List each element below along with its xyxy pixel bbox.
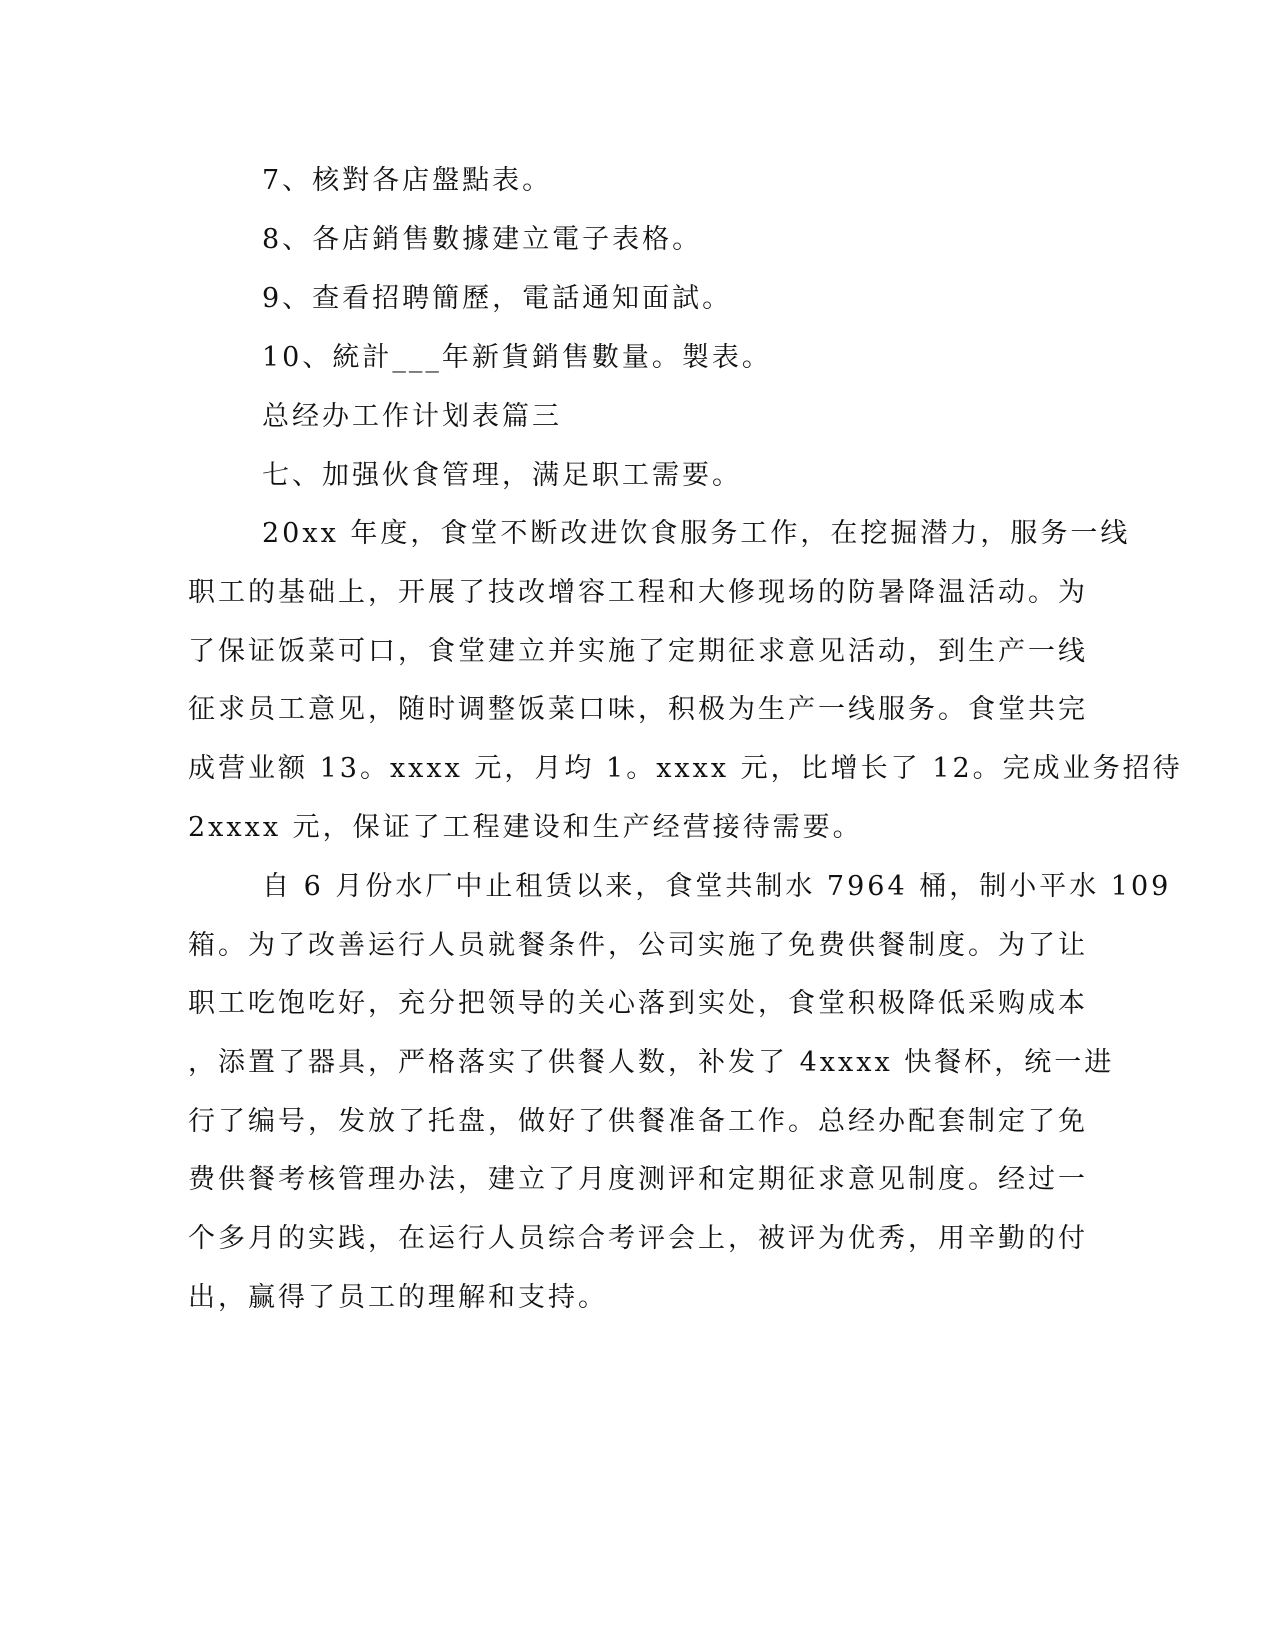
paragraph-line: 职工的基础上，开展了技改增容工程和大修现场的防暑降温活动。为 <box>188 577 1088 608</box>
paragraph-line: 成营业额 13。xxxx 元，月均 1。xxxx 元，比增长了 12。完成业务招待 <box>188 753 1183 784</box>
paragraph-line: 出，赢得了员工的理解和支持。 <box>188 1282 608 1313</box>
subheading: 七、加强伙食管理，满足职工需要。 <box>262 460 742 491</box>
paragraph-line: 个多月的实践，在运行人员综合考评会上，被评为优秀，用辛勤的付 <box>188 1223 1088 1254</box>
section-title: 总经办工作计划表篇三 <box>262 401 562 432</box>
paragraph-line: 行了编号，发放了托盘，做好了供餐准备工作。总经办配套制定了免 <box>188 1106 1088 1137</box>
list-item: 10、統計___年新貨銷售數量。製表。 <box>262 342 772 373</box>
paragraph-line: ，添置了器具，严格落实了供餐人数，补发了 4xxxx 快餐杯，统一进 <box>188 1047 1115 1078</box>
list-item: 8、各店銷售數據建立電子表格。 <box>262 224 703 255</box>
paragraph-line: 了保证饭菜可口，食堂建立并实施了定期征求意见活动，到生产一线 <box>188 636 1088 667</box>
paragraph-line: 箱。为了改善运行人员就餐条件，公司实施了免费供餐制度。为了让 <box>188 930 1088 961</box>
paragraph-line: 费供餐考核管理办法，建立了月度测评和定期征求意见制度。经过一 <box>188 1164 1088 1195</box>
paragraph-line: 征求员工意见，随时调整饭菜口味，积极为生产一线服务。食堂共完 <box>188 694 1088 725</box>
paragraph-line: 2xxxx 元，保证了工程建设和生产经营接待需要。 <box>188 812 863 843</box>
paragraph-line: 职工吃饱吃好，充分把领导的关心落到实处，食堂积极降低采购成本 <box>188 988 1088 1019</box>
paragraph-line: 自 6 月份水厂中止租赁以来，食堂共制水 7964 桶，制小平水 109 <box>262 871 1172 902</box>
list-item: 7、核對各店盤點表。 <box>262 165 553 196</box>
list-item: 9、查看招聘簡歷，電話通知面試。 <box>262 283 733 314</box>
paragraph-line: 20xx 年度，食堂不断改进饮食服务工作，在挖掘潜力，服务一线 <box>262 518 1131 549</box>
